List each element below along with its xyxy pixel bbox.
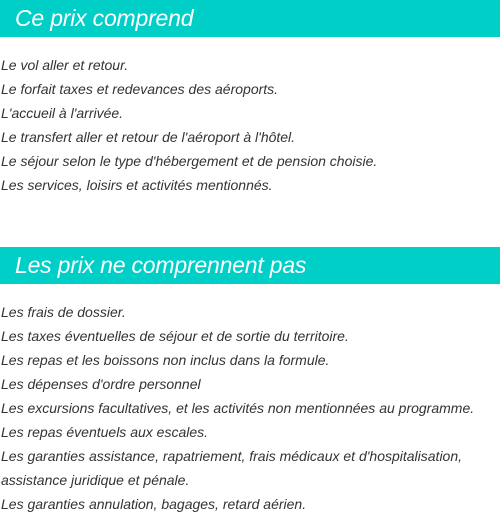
price-includes-title: Ce prix comprend [15, 5, 194, 31]
list-item: Le séjour selon le type d'hébergement et de pension choisie. [1, 153, 378, 169]
list-item: L'accueil à l'arrivée. [1, 105, 124, 121]
list-item: Les frais de dossier. [1, 304, 126, 320]
list-item: Les repas et les boissons non inclus dans la formule. [1, 352, 330, 368]
list-item: Les taxes éventuelles de séjour et de sortie du territoire. [1, 328, 349, 344]
list-item: Les garanties assistance, rapatriement, frais médicaux et d'hospitalisation, assistance juridique et pénale. [1, 448, 463, 488]
list-item: Le transfert aller et retour de l'aéroport à l'hôtel. [1, 129, 296, 145]
list-item: Les dépenses d'ordre personnel [1, 376, 201, 392]
price-includes-banner [0, 0, 500, 37]
price-excludes-section [0, 247, 500, 516]
list-item: Le vol aller et retour. [1, 57, 129, 73]
price-includes-section [0, 0, 500, 197]
list-item: Les excursions facultatives, et les activités non mentionnées au programme. [1, 400, 475, 416]
price-excludes-title: Les prix ne comprennent pas [15, 252, 307, 278]
list-item: Le forfait taxes et redevances des aéroports. [1, 81, 279, 97]
list-item: Les garanties annulation, bagages, retard aérien. [1, 496, 307, 512]
price-includes-list [0, 53, 500, 197]
list-item: Les services, loisirs et activités mentionnés. [1, 177, 273, 193]
price-excludes-banner [0, 247, 500, 284]
price-excludes-list [0, 300, 500, 516]
list-item: Les repas éventuels aux escales. [1, 424, 209, 440]
